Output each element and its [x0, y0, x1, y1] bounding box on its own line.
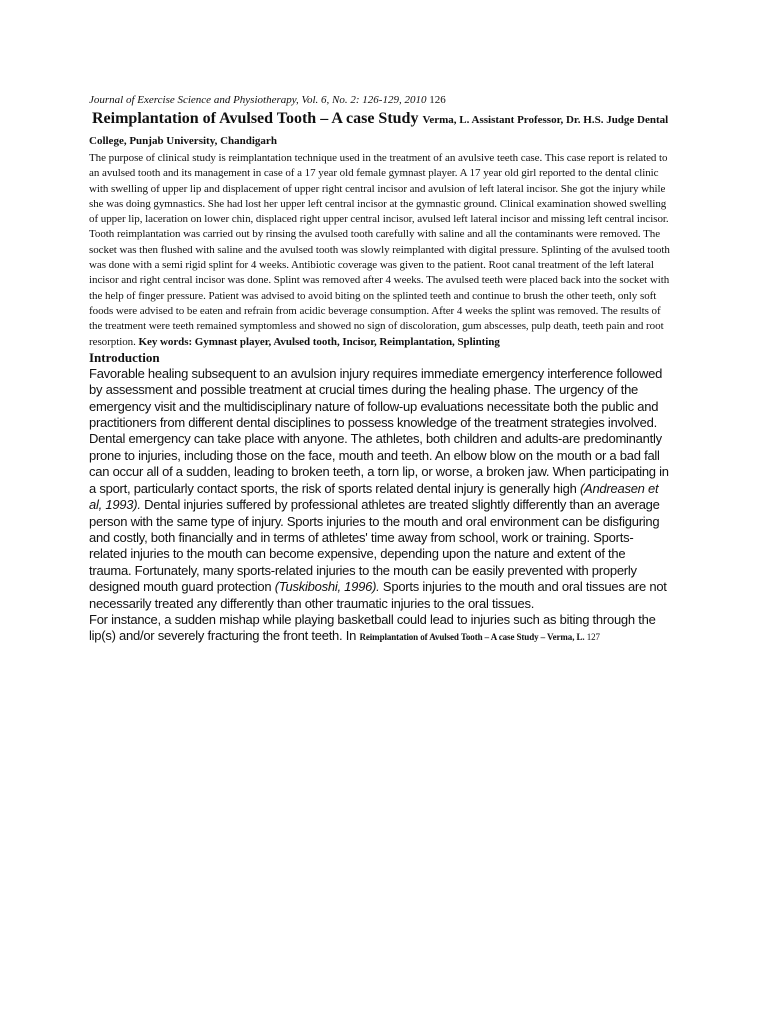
footer-page-number: 127 — [586, 632, 600, 643]
article-authors: Verma, L. Assistant Professor, Dr. H.S. Judge Dental College, Punjab University, Chandigarh — [89, 114, 669, 147]
article-title: Reimplantation of Avulsed Tooth – A case Study — [92, 110, 419, 127]
introduction-paragraph-1 — [89, 366, 671, 612]
running-footer — [359, 632, 599, 642]
abstract-text: The purpose of clinical study is reimplantation technique used in the treatment of an avulsive teeth case. This case report is related to an avulsed tooth and its management in case of a 17 year old female gymnast player. A 17 year old girl reported to the dental clinic with swelling of upper lip and displacement of upper right central incisor and avulsion of left lateral incisor. She got the injury while she was doing gymnastics. She had lost her upper left central incisor at the gymnastic ground. Clinical examination showed swelling of upper lip, laceration on lower chin, displaced right upper central incisor, avulsed left lateral incisor and missing left central incisor. Tooth reimplantation was carried out by rinsing the avulsed tooth carefully with saline and all the contaminants were removed. The socket was then flushed with saline and the avulsed tooth was slowly reimplanted with digital pressure. Splinting of the avulsed tooth was done with a semi rigid splint for 4 weeks. Antibiotic coverage was given to the patient. Root canal treatment of the left lateral incisor and right central incisor was done. Splint was removed after 4 weeks. The avulsed teeth were placed back into the socket with the help of finger pressure. Patient was advised to avoid biting on the splinted teeth and continue to brush the other teeth, only soft foods were advised to be eaten and refrain from acidic beverage consumption. After 4 weeks the splint was removed. The results of the treatment were teeth remained symptomless and showed no sign of discoloration, gum abscesses, pulp death, teeth pain and root resorption. — [89, 152, 670, 348]
keywords-label: Key words: — [138, 335, 193, 348]
intro-text-part-3: Sports injuries to the mouth and oral tissues are not necessarily treated any differently than other traumatic injuries to the oral tissues. — [89, 579, 667, 611]
citation-andreasen: (Andreasen et al, 1993). — [89, 480, 659, 513]
intro-text-part-2: Dental injuries suffered by professional athletes are treated slightly differently than an average person with the same type of injury. Sports injuries to the mouth and oral environment can be disfiguring and costly, both financially and in terms of athletes' time away from school, work or training. Sports-related injuries to the mouth can become expensive, depending upon the nature and extent of the trauma. Fortunately, many sports-related injuries to the mouth can be easily prevented with properly designed mouth guard protection — [89, 497, 660, 595]
citation-tuskiboshi: (Tuskiboshi, 1996). — [274, 579, 380, 595]
journal-citation: Journal of Exercise Science and Physiotherapy, Vol. 6, No. 2: 126-129, 2010 — [89, 94, 427, 106]
title-block — [89, 109, 671, 151]
introduction-paragraph-2 — [89, 612, 671, 646]
header-page-number: 126 — [429, 94, 446, 106]
intro-text-part-4: For instance, a sudden mishap while playing basketball could lead to injuries such as biting through the lip(s) and/or severely fracturing the front teeth. In — [89, 611, 656, 644]
abstract — [89, 151, 671, 350]
article-page — [89, 93, 671, 646]
intro-text-part-1: Favorable healing subsequent to an avulsion injury requires immediate emergency interference followed by assessment and possible treatment at crucial times during the healing phase. The urgency of the emergency visit and the multidisciplinary nature of follow-up evaluations necessitate both the public and practitioners from different dental disciplines to possess knowledge of the treatment strategies involved. Dental emergency can take place with anyone. The athletes, both children and adults-are predominantly prone to injuries, including those on the face, mouth and teeth. An elbow blow on the mouth or a bad fall can occur all of a sudden, leading to broken teeth, a torn lip, or worse, a broken jaw. When participating in a sport, particularly contact sports, the risk of sports related dental injury is generally high — [89, 365, 669, 496]
journal-header — [89, 93, 671, 108]
running-title: Reimplantation of Avulsed Tooth – A case Study – Verma, L. — [359, 632, 585, 643]
introduction-heading: Introduction — [89, 349, 160, 365]
keywords: Gymnast player, Avulsed tooth, Incisor, Reimplantation, Splinting — [194, 335, 500, 348]
